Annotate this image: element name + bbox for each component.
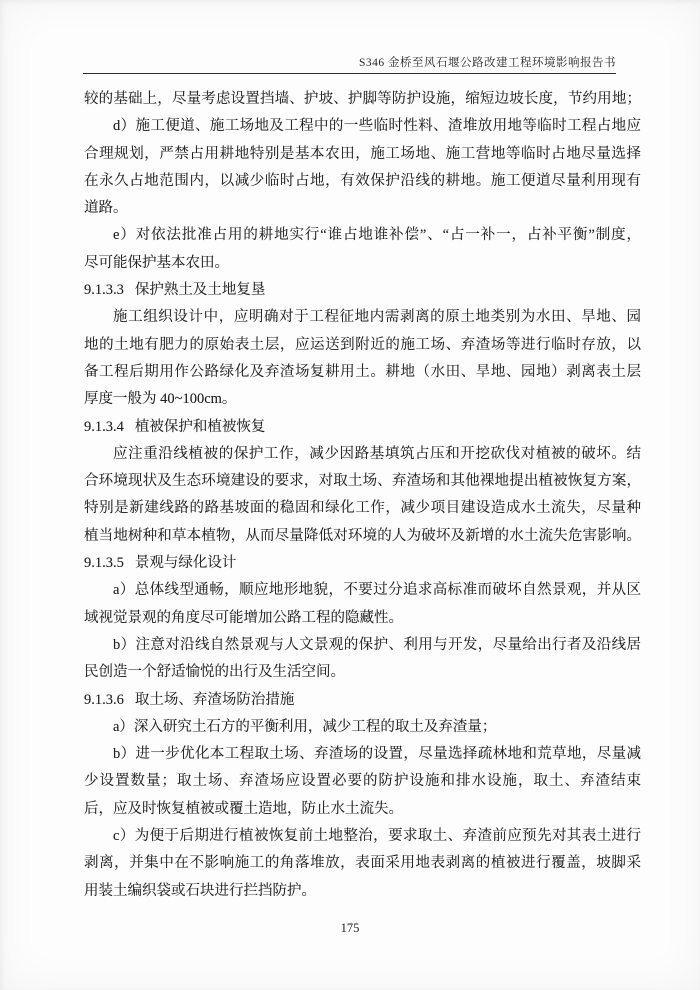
text-line: 域视觉景观的角度尽可能增加公路工程的隐藏性。 [84, 609, 403, 626]
page-footer [0, 921, 700, 936]
header-rule [83, 73, 616, 74]
text-line: 尽可能保护基本农田。 [84, 254, 229, 271]
text-line: 剥离，并集中在不影响施工的角落堆放，表面采用地表剥离的植被进行覆盖，坡脚采 [84, 855, 641, 872]
document-content [84, 86, 641, 905]
page-number: 175 [340, 921, 360, 935]
section-heading [84, 687, 641, 714]
section-heading [84, 414, 641, 441]
section-title: 取土场、弃渣场防治措施 [134, 691, 295, 708]
page-header [83, 56, 616, 74]
text-line: e）对依法批准占用的耕地实行“谁占地谁补偿”、“占一补一，占补平衡”制度， [113, 227, 641, 244]
text-line: 植当地树种和草本植物，从而尽量降低对环境的人为破坏及新增的水土流失危害影响。 [84, 527, 641, 544]
text-line: 厚度一般为 40~100cm。 [84, 391, 237, 408]
section-number: 9.1.3.6 [84, 691, 124, 708]
section-number: 9.1.3.5 [84, 555, 124, 572]
text-line: b）注意对沿线自然景观与人文景观的保护、利用与开发，尽量给出行者及沿线居 [113, 636, 641, 653]
text-line: 少设置数量；取土场、弃渣场应设置必要的防护设施和排水设施，取土、弃渣结束 [84, 773, 641, 790]
text-line: 地的土地有肥力的原始表土层，应运送到附近的施工场、弃渣场等进行临时存放，以 [84, 336, 641, 353]
text-line: 道路。 [84, 200, 128, 217]
text-line: a）深入研究土石方的平衡利用，减少工程的取土及弃渣量； [113, 718, 497, 735]
text-line: 备工程后期用作公路绿化及弃渣场复耕用土。耕地（水田、旱地、园地）剥离表土层 [84, 363, 641, 380]
text-line: 应注重沿线植被的保护工作，减少因路基填筑占压和开挖砍伐对植被的破坏。结 [113, 445, 641, 462]
text-line: b）进一步优化本工程取土场、弃渣场的设置，尽量选择疏林地和荒草地，尽量减 [113, 746, 641, 763]
text-line: 合环境现状及生态环境建设的要求，对取土场、弃渣场和其他裸地提出植被恢复方案， [84, 473, 641, 490]
text-line: a）总体线型通畅，顺应地形地貌，不要过分追求高标准而破坏自然景观，并从区 [113, 582, 641, 599]
text-line: d）施工便道、施工场地及工程中的一些临时性料、渣堆放用地等临时工程占地应 [113, 118, 641, 135]
text-line: 特别是新建线路的路基坡面的稳固和绿化工作，减少项目建设造成水土流失，尽量种 [84, 500, 641, 517]
text-line: 较的基础上，尽量考虑设置挡墙、护坡、护脚等防护设施，缩短边坡长度，节约用地； [84, 91, 641, 107]
text-line: 在永久占地范围内，以减少临时占地，有效保护沿线的耕地。施工便道尽量利用现有 [84, 172, 641, 189]
section-number: 9.1.3.3 [84, 282, 124, 299]
section-title: 保护熟土及土地复垦 [134, 282, 266, 299]
section-title: 景观与绿化设计 [134, 555, 237, 572]
section-number: 9.1.3.4 [84, 418, 124, 435]
section-heading [84, 550, 641, 577]
text-line: 合理规划，严禁占用耕地特别是基本农田，施工场地、施工营地等临时占地尽量选择 [84, 145, 641, 162]
text-line: 后，应及时恢复植被或覆土造地，防止水土流失。 [84, 800, 403, 817]
section-heading [84, 277, 641, 304]
text-line: 民创造一个舒适愉悦的出行及生活空间。 [84, 664, 345, 681]
text-line: 施工组织设计中，应明确对于工程征地内需剥离的原土地类别为水田、旱地、园 [113, 309, 641, 326]
text-line: c）为便于后期进行植被恢复前土地整治，要求取土、弃渣前应预先对其表土进行 [113, 828, 641, 845]
text-line: 用装土编织袋或石块进行拦挡防护。 [84, 882, 316, 899]
running-header-title: S346 金桥至风石堰公路改建工程环境影响报告书 [358, 57, 616, 69]
section-title: 植被保护和植被恢复 [134, 418, 266, 435]
